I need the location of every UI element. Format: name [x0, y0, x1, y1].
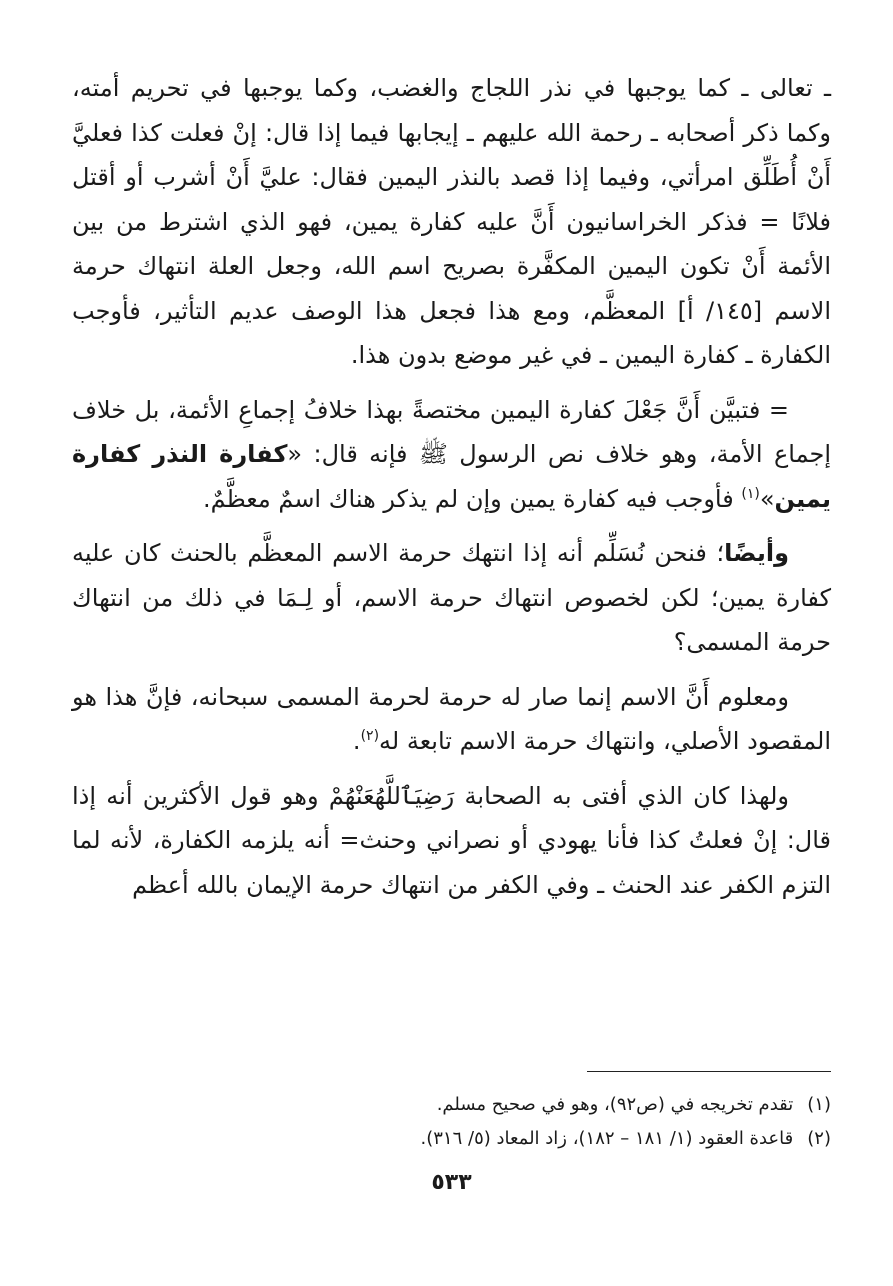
hadith-quote-close: » [759, 484, 775, 513]
paragraph-3 [72, 531, 831, 665]
footnote-1 [72, 1088, 831, 1122]
footnote-2-number: (٢) [807, 1128, 831, 1149]
footnote-divider [587, 1071, 831, 1072]
book-page [72, 66, 831, 1286]
main-text [72, 66, 831, 907]
footnote-ref-1[interactable]: (١) [741, 485, 760, 502]
footnote-2 [72, 1122, 831, 1156]
paragraph-2 [72, 388, 831, 522]
paragraph-4-text-after: . [352, 727, 361, 755]
paragraph-5 [72, 774, 831, 908]
paragraph-1 [72, 66, 831, 378]
paragraph-3-lead: وأيضًا [724, 539, 789, 567]
page-number: ٥٣٣ [431, 1170, 472, 1195]
paragraph-4-text-before: ومعلوم أَنَّ الاسم إنما صار له حرمة لحرمة المسمى سبحانه، فإنَّ هذا هو المقصود الأصلي، وانتهاك حرمة الاسم تابعة له [72, 682, 831, 755]
footnote-1-number: (١) [807, 1094, 831, 1115]
paragraph-2-text-after: فأوجب فيه كفارة يمين وإن لم يذكر هناك اسمٌ معظَّمٌ. [203, 484, 742, 513]
paragraph-5-text: ولهذا كان الذي أفتى به الصحابة رَضِيَٱللَّهُعَنْهُمْ وهو قول الأكثرين أنه إذا قال: إنْ فعلتُ كذا فأنا يهودي أو نصراني وحنث= أنه يلزمه الكفارة، لأنه لما التزم الكفر عند الحنث ـ وفي الكفر من انتهاك حرمة الإيمان بالله أعظم [72, 781, 831, 899]
paragraph-2-text-before: = فتبيَّن أَنَّ جَعْلَ كفارة اليمين مختصةً بهذا خلافُ إجماعِ الأئمة، بل خلاف إجماع الأمة، وهو خلاف نص الرسول ﷺ فإنه قال: « [72, 395, 831, 468]
hadith-quote: كفارة النذر كفارة يمين [72, 440, 831, 513]
footnote-2-text: قاعدة العقود (١/ ١٨١ – ١٨٢)، زاد المعاد (٥/ ٣١٦). [420, 1128, 794, 1149]
footnote-1-text: تقدم تخريجه في (ص٩٢)، وهو في صحيح مسلم. [436, 1094, 794, 1115]
paragraph-1-text: ـ تعالى ـ كما يوجبها في نذر اللجاج والغضب، وكما يوجبها في تحريم أمته، وكما ذكر أصحابه ـ رحمة الله عليهم ـ إيجابها فيما إذا قال: إنْ فعلت كذا فعليَّ أَنْ أُطَلِّق امرأتي، وفيما إذا قصد بالنذر اليمين فقال: عليَّ أَنْ أشرب أو أقتل فلانًا = فذكر الخراسانيون أَنَّ عليه كفارة يمين، فهو الذي اشترط من بين الأئمة أَنْ تكون اليمين المكفَّرة بصريح اسم الله، وجعل العلة انتهاك حرمة الاسم [١٤٥/ أ] المعظَّم، ومع هذا فجعل هذا الوصف عديم التأثير، فأوجب الكفارة ـ كفارة اليمين ـ في غير موضع بدون هذا. [72, 74, 831, 369]
footnote-ref-2[interactable]: (٢) [360, 728, 380, 744]
paragraph-3-text: ؛ فنحن نُسَلِّم أنه إذا انتهك حرمة الاسم المعظَّم بالحنث كان عليه كفارة يمين؛ لكن لخصوص انتهاك حرمة الاسم، أو لِـمَا في ذلك من انتهاك حرمة المسمى؟ [72, 539, 831, 656]
paragraph-4 [72, 675, 831, 764]
footnotes [72, 1088, 831, 1156]
